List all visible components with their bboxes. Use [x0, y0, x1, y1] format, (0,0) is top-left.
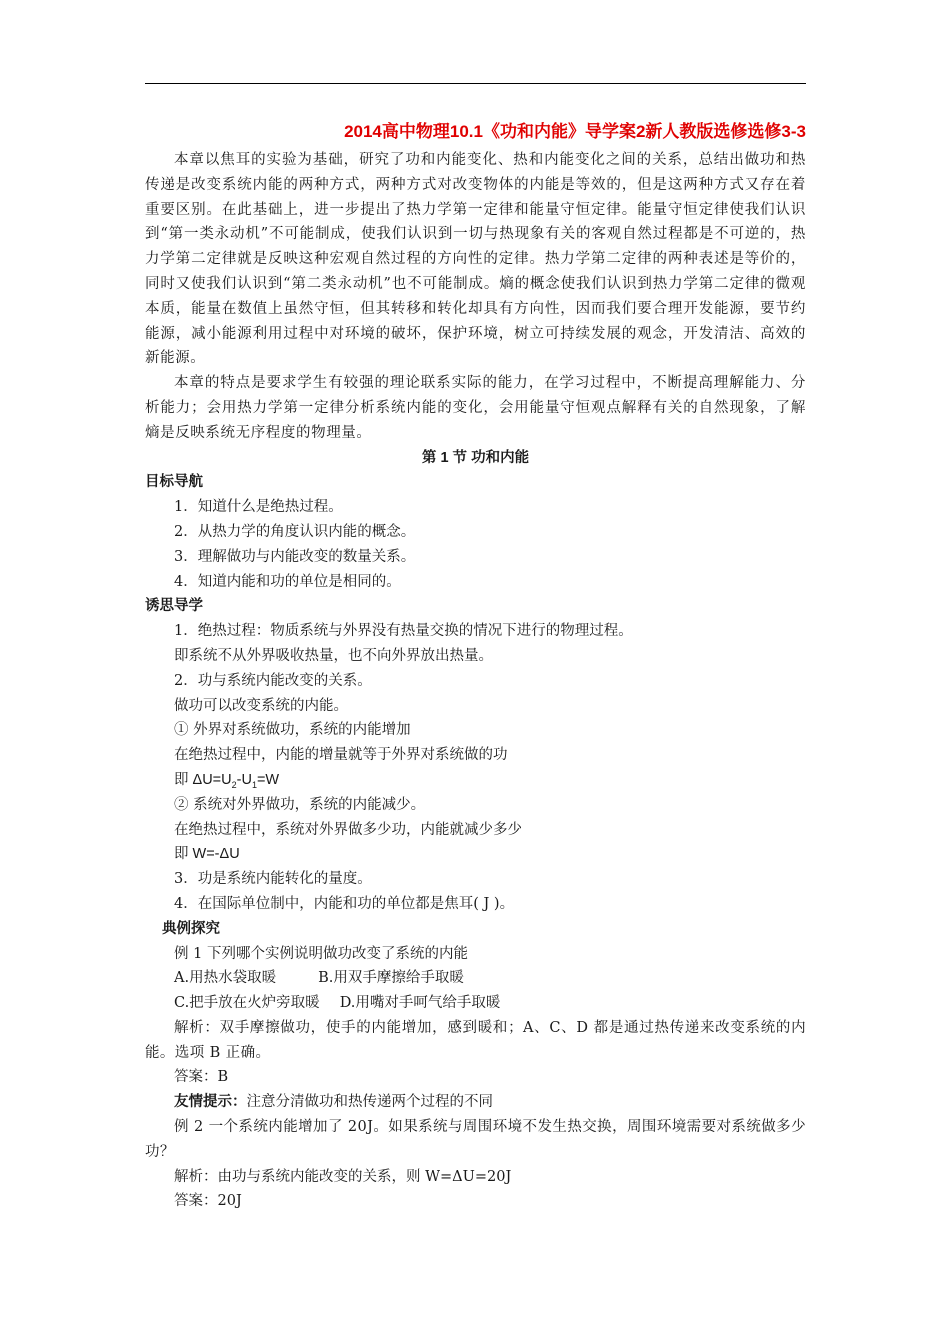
formula-work: 即 W=-ΔU [174, 846, 240, 863]
option-b: B.用双手摩擦给手取暖 [318, 970, 464, 987]
intro-paragraph-1: 本章以焦耳的实验为基础，研究了功和内能变化、热和内能变化之间的关系，总结出做功和热传递是改变系统内能的两种方式，两种方式对改变物体的内能是等效的，但是这两种方式又存在着重要区别。在此基础上，进一步提出了热力学第一定律和能量守恒定律。能量守恒定律使我们认识到“第一类永动机”不可能制成，使我们认识到一切与热现象有关的客观自然过程都是不可逆的，热力学第二定律就是反映这种宏观自然过程的方向性的定律。热力学第二定律的两种表述是等价的，同时又使我们认识到“第二类永动机”也不可能制成。熵的概念使我们认识到热力学第二定律的微观本质，能量在数值上虽然守恒，但其转移和转化却具有方向性，因而我们要合理开发能源，要节约能源，减小能源利用过程中对环境的破坏，保护环境，树立可持续发展的观念，开发清洁、高效的新能源。 [145, 152, 806, 367]
example-2-answer: 答案：20J [174, 1193, 242, 1210]
intro-paragraph-2: 本章的特点是要求学生有较强的理论联系实际的能力，在学习过程中，不断提高理解能力、分析能力；会用热力学第一定律分析系统内能的变化，会用能量守恒观点解释有关的自然现象，了解熵是反映系统无序程度的物理量。 [145, 375, 806, 441]
example-1-answer: 答案：B [174, 1069, 229, 1086]
document-title: 2014高中物理10.1《功和内能》导学案2新人教版选修选修3-3 [344, 122, 806, 141]
formula-part: 即 ΔU=U [174, 771, 232, 788]
examples-heading: 典例探究 [162, 920, 220, 937]
friendly-tip [145, 1090, 806, 1115]
goals-heading: 目标导航 [145, 474, 203, 491]
tip-text: 注意分清做功和热传递两个过程的不同 [246, 1094, 493, 1111]
option-d: D.用嘴对手呵气给手取暖 [339, 995, 501, 1012]
example-1-options-ab [145, 966, 806, 991]
guide-line: 即系统不从外界吸收热量，也不向外界放出热量。 [174, 647, 493, 664]
section-title: 第 1 节 功和内能 [421, 449, 530, 466]
example-1-options-cd [145, 991, 806, 1016]
formula-part: -U [236, 771, 252, 788]
option-a: A.用热水袋取暖 [174, 970, 277, 987]
formula-delta-u [145, 768, 806, 793]
goal-item: 2．从热力学的角度认识内能的概念。 [174, 523, 416, 540]
example-2-question: 例 2 一个系统内能增加了 20J。如果系统与周围环境不发生热交换，周围环境需要对系统做多少功？ [145, 1119, 806, 1160]
formula-subscript: 1 [251, 779, 257, 790]
guide-line: 3．功是系统内能转化的量度。 [174, 871, 372, 888]
guide-line: 1．绝热过程：物质系统与外界没有热量交换的情况下进行的物理过程。 [174, 623, 633, 640]
example-2-analysis: 解析：由功与系统内能改变的关系，则 W=ΔU=20J [174, 1168, 512, 1185]
guide-line: 4．在国际单位制中，内能和功的单位都是焦耳( J )。 [174, 895, 515, 912]
goal-item: 1．知道什么是绝热过程。 [174, 499, 343, 516]
goal-item: 3．理解做功与内能改变的数量关系。 [174, 548, 416, 565]
guide-line: 做功可以改变系统的内能。 [174, 697, 348, 714]
guide-line: 2．功与系统内能改变的关系。 [174, 672, 372, 689]
guide-line: 在绝热过程中，内能的增量就等于外界对系统做的功 [174, 747, 508, 764]
formula-subscript: 2 [231, 779, 237, 790]
goal-item: 4．知道内能和功的单位是相同的。 [174, 573, 401, 590]
document-page [145, 120, 806, 1214]
guide-heading: 诱思导学 [145, 598, 203, 615]
example-1-question: 例 1 下列哪个实例说明做功改变了系统的内能 [174, 945, 468, 962]
header-rule [145, 83, 806, 84]
guide-line: ② 系统对外界做功，系统的内能减少。 [174, 796, 426, 813]
example-1-analysis: 解析：双手摩擦做功，使手的内能增加，感到暖和；A、C、D 都是通过热传递来改变系统的内能。选项 B 正确。 [145, 1019, 806, 1061]
formula-part: =W [256, 771, 280, 788]
tip-label: 友情提示： [174, 1094, 247, 1111]
guide-line: 在绝热过程中，系统对外界做多少功，内能就减少多少 [174, 821, 522, 838]
guide-line: ① 外界对系统做功，系统的内能增加 [174, 722, 411, 739]
option-c: C.把手放在火炉旁取暖 [174, 995, 320, 1012]
